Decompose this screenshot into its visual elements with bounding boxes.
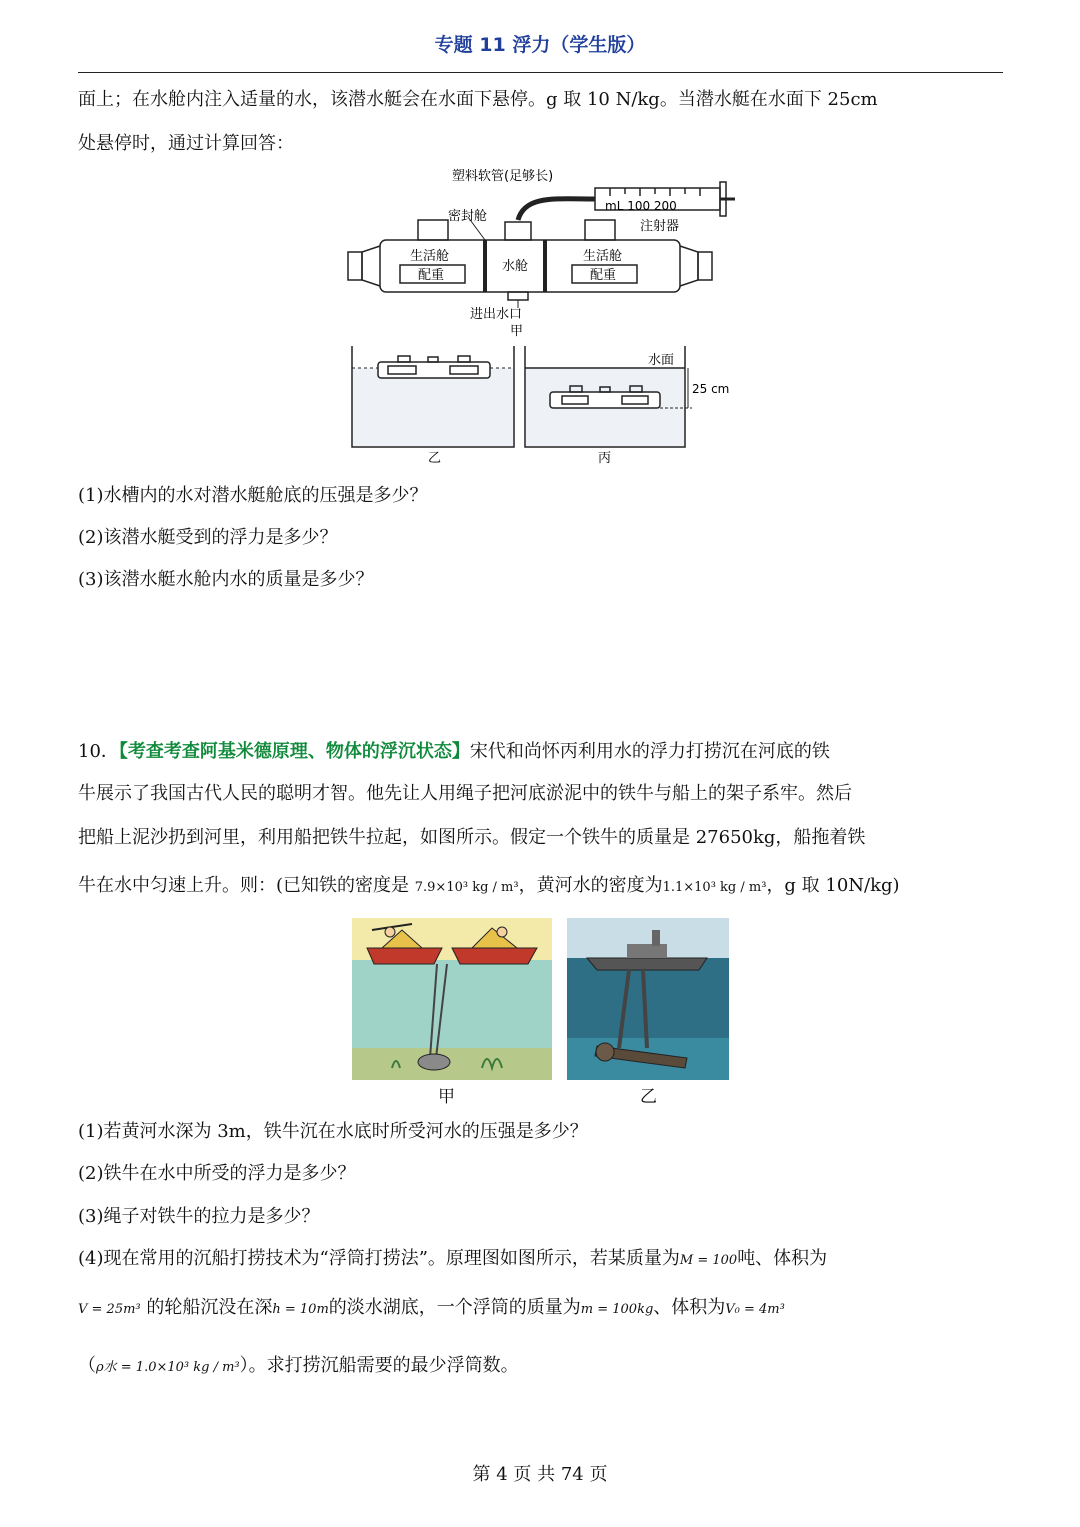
q9-text-line-1: 面上；在水舱内注入适量的水，该潜水艇会在水面下悬停。g 取 10 N/kg。当潜水艇在水面下 25cm	[78, 89, 878, 110]
q10-line-1	[78, 738, 830, 766]
page-footer: 第 4 页 共 74 页	[472, 1464, 608, 1485]
q10-question-4-line-1	[78, 1245, 827, 1275]
q10-line-4	[78, 872, 900, 902]
photo-label-yi: 乙	[640, 1087, 657, 1107]
q10-question-2: (2)铁牛在水中所受的浮力是多少？	[78, 1163, 356, 1184]
weight-right-label: 配重	[590, 268, 617, 283]
q4-line-2-c: 、体积为	[653, 1297, 726, 1318]
ship-salvage-image	[567, 918, 729, 1080]
q10-line-4-b: ，黄河水的密度为	[518, 875, 663, 896]
syringe-scale: mL 100 200	[605, 199, 677, 213]
sealed-cabin-label: 密封舱	[448, 209, 488, 224]
q4-mass-m: m = 100kg	[580, 1302, 654, 1317]
q4-line-2-b: 的淡水湖底，一个浮筒的质量为	[328, 1297, 581, 1318]
living-cabin-left-label: 生活舱	[410, 249, 450, 264]
q4-line-1-a: (4)现在常用的沉船打捞技术为“浮筒打捞法”。原理图如图所示，若某质量为	[78, 1248, 680, 1269]
q4-line-1-b: 吨、体积为	[737, 1248, 828, 1269]
q4-line-2-a: 的轮船沉没在深	[146, 1297, 273, 1318]
water-surface-label: 水面	[648, 353, 675, 368]
q4-depth-h: h = 10m	[272, 1302, 329, 1317]
q10-line-4-a: 牛在水中匀速上升。则：(已知铁的密度是	[78, 875, 415, 896]
boat-illustration	[352, 918, 552, 1080]
river-density: 1.1×10³ kg / m³	[662, 880, 767, 895]
tube-label: 塑料软管(足够长)	[452, 169, 554, 184]
q9-question-1: (1)水槽内的水对潜水艇舱底的压强是多少？	[78, 485, 428, 506]
q9-question-3: (3)该潜水艇水舱内水的质量是多少？	[78, 569, 374, 590]
weight-left-label: 配重	[418, 268, 445, 283]
submarine-diagram	[340, 160, 740, 470]
q10-line-4-c: ，g 取 10N/kg)	[766, 875, 900, 896]
header-divider	[78, 72, 1003, 73]
q9-text-line-2: 处悬停时，通过计算回答：	[78, 133, 294, 154]
q4-volume-V0: V₀ = 4m³	[725, 1302, 785, 1317]
q9-question-2: (2)该潜水艇受到的浮力是多少？	[78, 527, 338, 548]
photo-label-jia: 甲	[438, 1087, 455, 1107]
syringe-label: 注射器	[640, 219, 680, 234]
q4-line-3-b: ）。求打捞沉船需要的最少浮筒数。	[239, 1355, 519, 1376]
figure-label-yi: 乙	[428, 451, 442, 466]
living-cabin-right-label: 生活舱	[583, 249, 623, 264]
figure-label-bing: 丙	[598, 451, 612, 466]
q10-question-1: (1)若黄河水深为 3m，铁牛沉在水底时所受河水的压强是多少？	[78, 1121, 588, 1142]
water-cabin-label: 水舱	[502, 259, 529, 274]
q10-question-4-line-3	[78, 1352, 519, 1382]
q10-line-2: 牛展示了我国古代人民的聪明才智。他先让人用绳子把河底淤泥中的铁牛与船上的架子系牢。然后	[78, 783, 852, 804]
page-header-title: 专题 11 浮力（学生版）	[434, 34, 646, 56]
q4-mass-M: M = 100	[679, 1253, 738, 1268]
q10-topic-tag: 【考查考查阿基米德原理、物体的浮沉状态】	[118, 741, 470, 762]
q10-line-1-rest: 宋代和尚怀丙利用水的浮力打捞沉在河底的铁	[469, 741, 830, 762]
q10-question-3: (3)绳子对铁牛的拉力是多少？	[78, 1206, 320, 1227]
iron-density: 7.9×10³ kg / m³	[414, 880, 519, 895]
inlet-label: 进出水口	[470, 307, 523, 322]
q10-line-3: 把船上泥沙扔到河里，利用船把铁牛拉起，如图所示。假定一个铁牛的质量是 27650kg，船拖着铁	[78, 827, 866, 848]
q10-number: 10．	[78, 741, 119, 762]
q4-volume-V: V = 25m³	[78, 1302, 141, 1317]
figure-label-jia: 甲	[510, 324, 524, 339]
q4-water-density: ρ水 = 1.0×10³ kg / m³	[96, 1360, 240, 1375]
q4-line-3-a: （	[78, 1355, 96, 1376]
q10-question-4-line-2	[78, 1294, 785, 1324]
depth-label: 25 cm	[692, 382, 730, 396]
